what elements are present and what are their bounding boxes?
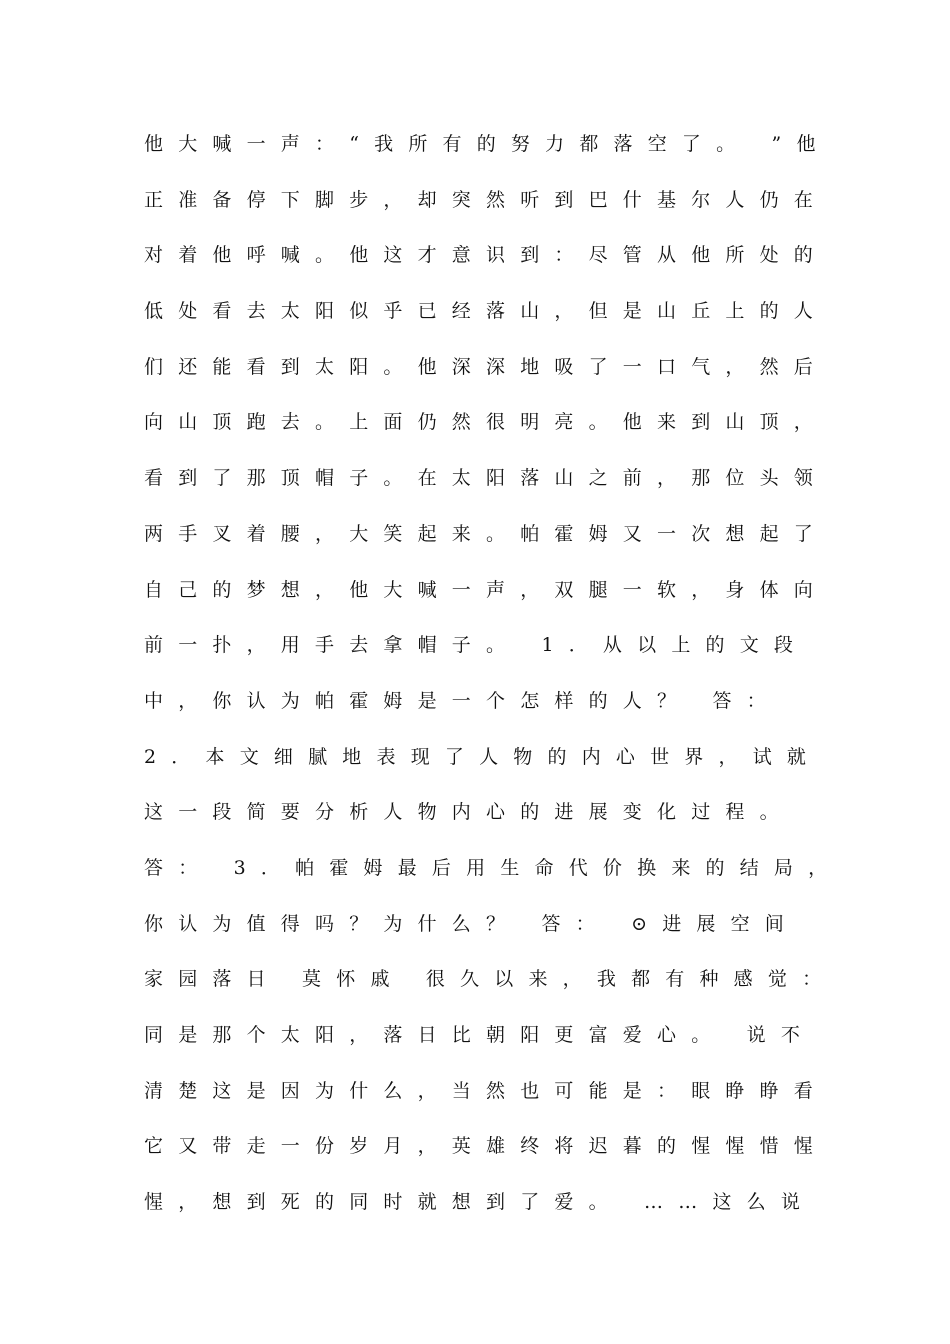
body-text bbox=[144, 126, 844, 1240]
text-line: 他大喊一声：“我所有的努力都落空了。 ”他 bbox=[144, 133, 831, 155]
text-line: 答： 3．帕霍姆最后用生命代价换来的结局， bbox=[144, 856, 843, 879]
text-line: 2．本文细腻地表现了人物的内心世界，试就 bbox=[144, 745, 822, 768]
text-line: 同是那个太阳，落日比朝阳更富爱心。 说不 bbox=[144, 1024, 816, 1046]
text-line: 前一扑，用手去拿帽子。 1．从以上的文段 bbox=[144, 634, 809, 657]
text-line: 看到了那顶帽子。在太阳落山之前，那位头领 bbox=[144, 467, 829, 490]
text-line: 向山顶跑去。上面仍然很明亮。他来到山顶， bbox=[144, 411, 829, 434]
text-line: 两手叉着腰，大笑起来。帕霍姆又一次想起了 bbox=[144, 522, 829, 545]
text-line: 惺，想到死的同时就想到了爱。 ……这么说 bbox=[144, 1191, 816, 1214]
text-line: 它又带走一份岁月，英雄终将迟暮的惺惺惜惺 bbox=[144, 1135, 829, 1158]
text-line: 中，你认为帕霍姆是一个怎样的人？ 答： bbox=[144, 689, 781, 712]
text-line: 你认为值得吗？为什么？ 答： ⊙进展空间 bbox=[144, 912, 799, 935]
text-line: 正准备停下脚步，却突然听到巴什基尔人仍在 bbox=[144, 188, 829, 211]
text-line: 家园落日 莫怀戚 很久以来，我都有种感觉： bbox=[144, 968, 837, 991]
text-line: 清楚这是因为什么，当然也可能是：眼睁睁看 bbox=[144, 1079, 829, 1102]
text-line: 这一段简要分析人物内心的进展变化过程。 bbox=[144, 801, 794, 824]
text-line: 自己的梦想，他大喊一声，双腿一软，身体向 bbox=[144, 578, 829, 601]
text-line: 们还能看到太阳。他深深地吸了一口气，然后 bbox=[144, 355, 829, 378]
text-line: 对着他呼喊。他这才意识到：尽管从他所处的 bbox=[144, 244, 829, 267]
text-line: 低处看去太阳似乎已经落山，但是山丘上的人 bbox=[144, 300, 829, 323]
